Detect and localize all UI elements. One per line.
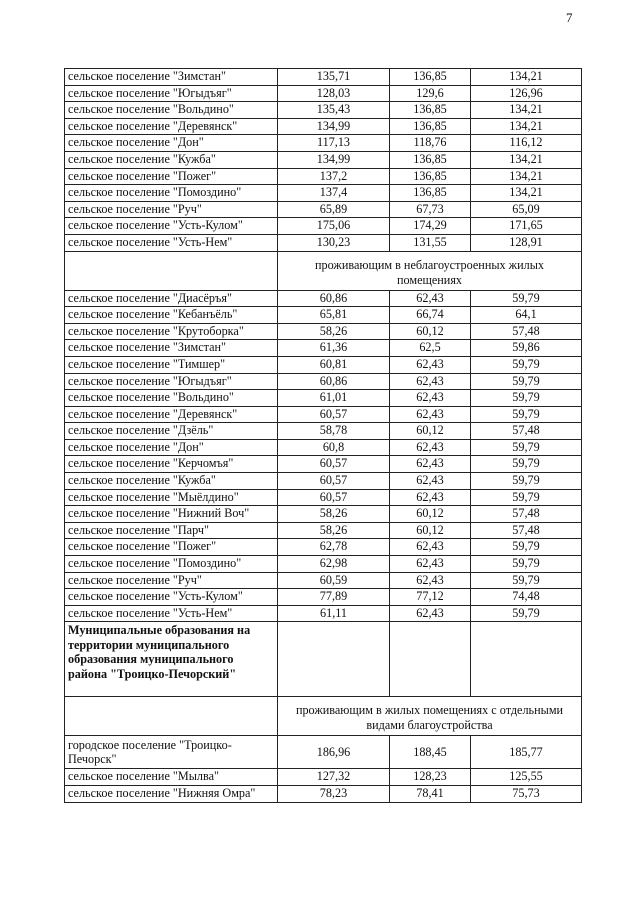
value-cell: 59,79 — [471, 473, 582, 490]
settlement-name: сельское поселение "Руч" — [65, 201, 278, 218]
settlement-name: сельское поселение "Усть-Нем" — [65, 234, 278, 251]
table-row — [65, 290, 582, 307]
settlement-name: сельское поселение "Кебанъёль" — [65, 307, 278, 324]
page-number: 7 — [566, 10, 573, 25]
value-cell: 60,57 — [278, 489, 390, 506]
settlement-name: сельское поселение "Пожег" — [65, 168, 278, 185]
section-title: проживающим в неблагоустроенных жилых помещениях — [278, 251, 582, 290]
value-cell: 116,12 — [471, 135, 582, 152]
table-row — [65, 423, 582, 440]
value-cell: 59,79 — [471, 290, 582, 307]
table-row — [65, 373, 582, 390]
value-cell: 134,21 — [471, 102, 582, 119]
settlement-name: сельское поселение "Югыдъяг" — [65, 373, 278, 390]
value-cell: 65,81 — [278, 307, 390, 324]
settlement-name: сельское поселение "Мыёлдино" — [65, 489, 278, 506]
value-cell: 62,98 — [278, 556, 390, 573]
table-row — [65, 522, 582, 539]
value-cell: 60,12 — [390, 506, 471, 523]
table-row — [65, 185, 582, 202]
value-cell: 129,6 — [390, 85, 471, 102]
settlement-name: сельское поселение "Деревянск" — [65, 118, 278, 135]
value-cell: 126,96 — [471, 85, 582, 102]
value-cell: 60,12 — [390, 323, 471, 340]
value-cell: 62,43 — [390, 539, 471, 556]
value-cell: 58,78 — [278, 423, 390, 440]
tariff-table-body — [65, 69, 582, 803]
value-cell: 137,4 — [278, 185, 390, 202]
table-row — [65, 589, 582, 606]
section-header-row — [65, 251, 582, 290]
value-cell: 65,09 — [471, 201, 582, 218]
value-cell: 59,79 — [471, 406, 582, 423]
table-row — [65, 786, 582, 803]
value-cell: 60,86 — [278, 373, 390, 390]
group-heading: Муниципальные образования на территории муниципального образования муниципального района "Троицко-Печорский" — [65, 622, 278, 697]
value-cell: 136,85 — [390, 102, 471, 119]
value-cell: 134,21 — [471, 168, 582, 185]
value-cell: 57,48 — [471, 323, 582, 340]
table-row — [65, 307, 582, 324]
table-row — [65, 118, 582, 135]
value-cell: 59,86 — [471, 340, 582, 357]
value-cell: 57,48 — [471, 522, 582, 539]
settlement-name: сельское поселение "Зимстан" — [65, 69, 278, 86]
value-cell: 62,43 — [390, 356, 471, 373]
value-cell: 134,21 — [471, 185, 582, 202]
settlement-name: сельское поселение "Вольдино" — [65, 102, 278, 119]
value-cell: 59,79 — [471, 539, 582, 556]
empty-cell — [278, 622, 390, 697]
value-cell: 59,79 — [471, 489, 582, 506]
value-cell: 134,99 — [278, 118, 390, 135]
value-cell: 64,1 — [471, 307, 582, 324]
settlement-name: сельское поселение "Зимстан" — [65, 340, 278, 357]
value-cell: 130,23 — [278, 234, 390, 251]
empty-cell — [471, 622, 582, 697]
value-cell: 62,43 — [390, 290, 471, 307]
value-cell: 59,79 — [471, 356, 582, 373]
value-cell: 74,48 — [471, 589, 582, 606]
section-title: проживающим в жилых помещениях с отдельными видами благоустройства — [278, 697, 582, 736]
table-row — [65, 102, 582, 119]
value-cell: 62,43 — [390, 390, 471, 407]
value-cell: 59,79 — [471, 572, 582, 589]
value-cell: 60,12 — [390, 522, 471, 539]
value-cell: 136,85 — [390, 118, 471, 135]
settlement-name: сельское поселение "Дон" — [65, 135, 278, 152]
table-row — [65, 234, 582, 251]
value-cell: 62,5 — [390, 340, 471, 357]
value-cell: 77,89 — [278, 589, 390, 606]
settlement-name: сельское поселение "Нижняя Омра" — [65, 786, 278, 803]
value-cell: 60,57 — [278, 456, 390, 473]
table-row — [65, 572, 582, 589]
value-cell: 134,99 — [278, 151, 390, 168]
settlement-name: сельское поселение "Деревянск" — [65, 406, 278, 423]
table-row — [65, 218, 582, 235]
value-cell: 61,11 — [278, 605, 390, 622]
value-cell: 62,43 — [390, 439, 471, 456]
value-cell: 59,79 — [471, 605, 582, 622]
settlement-name: сельское поселение "Кужба" — [65, 151, 278, 168]
settlement-name: сельское поселение "Тимшер" — [65, 356, 278, 373]
value-cell: 65,89 — [278, 201, 390, 218]
empty-cell — [390, 622, 471, 697]
table-row — [65, 406, 582, 423]
value-cell: 60,86 — [278, 290, 390, 307]
value-cell: 186,96 — [278, 736, 390, 769]
settlement-name: сельское поселение "Помоздино" — [65, 185, 278, 202]
settlement-name: сельское поселение "Руч" — [65, 572, 278, 589]
value-cell: 128,91 — [471, 234, 582, 251]
value-cell: 57,48 — [471, 506, 582, 523]
value-cell: 60,59 — [278, 572, 390, 589]
table-row — [65, 151, 582, 168]
table-row — [65, 473, 582, 490]
value-cell: 62,78 — [278, 539, 390, 556]
table-row — [65, 135, 582, 152]
value-cell: 57,48 — [471, 423, 582, 440]
value-cell: 58,26 — [278, 506, 390, 523]
table-row — [65, 769, 582, 786]
value-cell: 62,43 — [390, 473, 471, 490]
value-cell: 58,26 — [278, 323, 390, 340]
settlement-name: сельское поселение "Крутоборка" — [65, 323, 278, 340]
value-cell: 62,43 — [390, 373, 471, 390]
value-cell: 61,36 — [278, 340, 390, 357]
value-cell: 59,79 — [471, 456, 582, 473]
value-cell: 59,79 — [471, 439, 582, 456]
settlement-name: сельское поселение "Кужба" — [65, 473, 278, 490]
value-cell: 62,43 — [390, 605, 471, 622]
value-cell: 117,13 — [278, 135, 390, 152]
settlement-name: сельское поселение "Мылва" — [65, 769, 278, 786]
value-cell: 128,23 — [390, 769, 471, 786]
value-cell: 136,85 — [390, 151, 471, 168]
table-row — [65, 356, 582, 373]
group-heading-row — [65, 622, 582, 697]
value-cell: 62,43 — [390, 489, 471, 506]
table-row — [65, 489, 582, 506]
table-row — [65, 85, 582, 102]
settlement-name: сельское поселение "Дон" — [65, 439, 278, 456]
value-cell: 60,81 — [278, 356, 390, 373]
value-cell: 62,43 — [390, 456, 471, 473]
table-row — [65, 390, 582, 407]
empty-cell — [65, 697, 278, 736]
value-cell: 75,73 — [471, 786, 582, 803]
settlement-name: сельское поселение "Нижний Воч" — [65, 506, 278, 523]
table-row — [65, 506, 582, 523]
table-row — [65, 69, 582, 86]
value-cell: 78,23 — [278, 786, 390, 803]
settlement-name: сельское поселение "Помоздино" — [65, 556, 278, 573]
value-cell: 135,71 — [278, 69, 390, 86]
settlement-name: сельское поселение "Пожег" — [65, 539, 278, 556]
table-row — [65, 605, 582, 622]
value-cell: 60,57 — [278, 406, 390, 423]
value-cell: 175,06 — [278, 218, 390, 235]
settlement-name: сельское поселение "Парч" — [65, 522, 278, 539]
settlement-name: сельское поселение "Усть-Нем" — [65, 605, 278, 622]
value-cell: 78,41 — [390, 786, 471, 803]
value-cell: 171,65 — [471, 218, 582, 235]
value-cell: 134,21 — [471, 118, 582, 135]
settlement-name: сельское поселение "Дзёль" — [65, 423, 278, 440]
settlement-name: сельское поселение "Югыдъяг" — [65, 85, 278, 102]
value-cell: 118,76 — [390, 135, 471, 152]
value-cell: 60,57 — [278, 473, 390, 490]
settlement-name: сельское поселение "Усть-Кулом" — [65, 218, 278, 235]
value-cell: 136,85 — [390, 69, 471, 86]
settlement-name: сельское поселение "Вольдино" — [65, 390, 278, 407]
value-cell: 137,2 — [278, 168, 390, 185]
table-row — [65, 456, 582, 473]
table-row — [65, 323, 582, 340]
settlement-name: сельское поселение "Керчомъя" — [65, 456, 278, 473]
value-cell: 134,21 — [471, 69, 582, 86]
tariff-table — [64, 68, 582, 803]
value-cell: 128,03 — [278, 85, 390, 102]
value-cell: 59,79 — [471, 373, 582, 390]
value-cell: 125,55 — [471, 769, 582, 786]
value-cell: 66,74 — [390, 307, 471, 324]
value-cell: 60,8 — [278, 439, 390, 456]
value-cell: 135,43 — [278, 102, 390, 119]
value-cell: 58,26 — [278, 522, 390, 539]
value-cell: 59,79 — [471, 556, 582, 573]
table-row — [65, 168, 582, 185]
value-cell: 62,43 — [390, 406, 471, 423]
value-cell: 61,01 — [278, 390, 390, 407]
value-cell: 136,85 — [390, 185, 471, 202]
section-header-row — [65, 697, 582, 736]
table-row — [65, 736, 582, 769]
value-cell: 60,12 — [390, 423, 471, 440]
value-cell: 131,55 — [390, 234, 471, 251]
table-row — [65, 201, 582, 218]
value-cell: 77,12 — [390, 589, 471, 606]
table-row — [65, 340, 582, 357]
value-cell: 59,79 — [471, 390, 582, 407]
value-cell: 136,85 — [390, 168, 471, 185]
value-cell: 67,73 — [390, 201, 471, 218]
table-row — [65, 539, 582, 556]
value-cell: 134,21 — [471, 151, 582, 168]
settlement-name: городское поселение "Троицко-Печорск" — [65, 736, 278, 769]
settlement-name: сельское поселение "Диасёръя" — [65, 290, 278, 307]
value-cell: 188,45 — [390, 736, 471, 769]
table-row — [65, 439, 582, 456]
value-cell: 174,29 — [390, 218, 471, 235]
value-cell: 127,32 — [278, 769, 390, 786]
empty-cell — [65, 251, 278, 290]
value-cell: 185,77 — [471, 736, 582, 769]
table-row — [65, 556, 582, 573]
settlement-name: сельское поселение "Усть-Кулом" — [65, 589, 278, 606]
value-cell: 62,43 — [390, 572, 471, 589]
value-cell: 62,43 — [390, 556, 471, 573]
